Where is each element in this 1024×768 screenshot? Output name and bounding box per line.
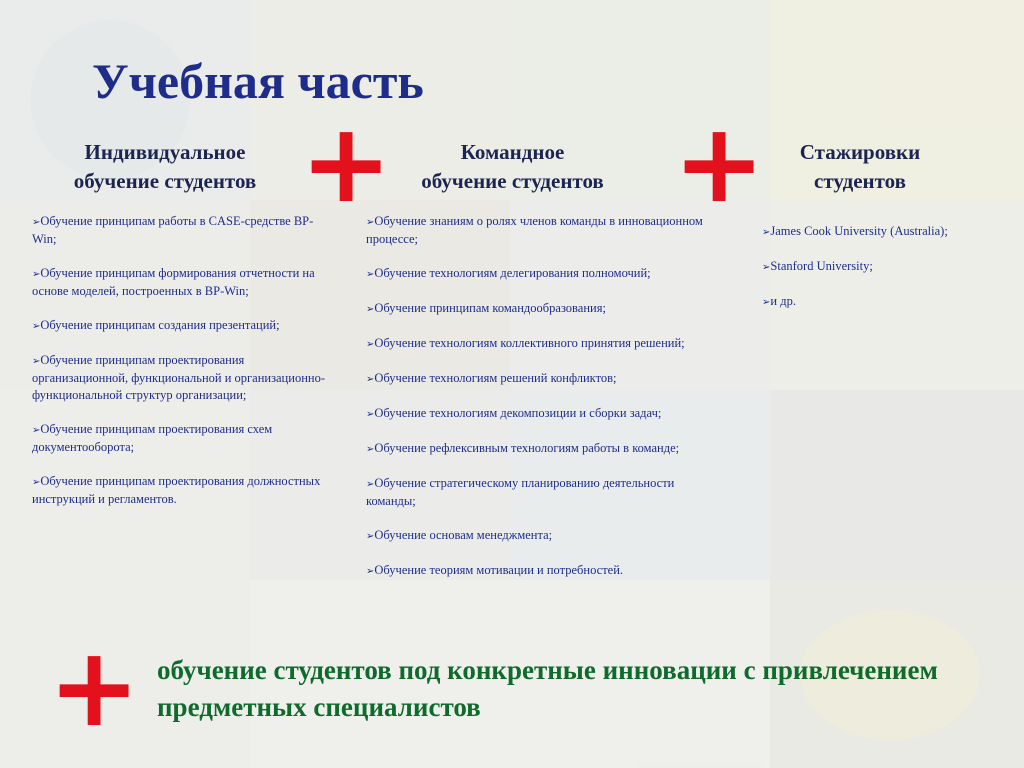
- list-item: ➢ и др.: [762, 293, 1002, 311]
- column-heading-individual: [40, 138, 290, 196]
- plus-icon: +: [48, 623, 141, 751]
- list-item: ➢ Обучение технологиям делегирования полномочий;: [366, 265, 711, 283]
- heading-line: Командное: [460, 140, 565, 164]
- list-item: ➢ Обучение технологиям коллективного принятия решений;: [366, 335, 711, 353]
- list-item: ➢ Обучение теориям мотивации и потребностей.: [366, 562, 711, 580]
- heading-line: Индивидуальное: [84, 140, 246, 164]
- plus-icon: +: [673, 99, 766, 227]
- bottom-statement: обучение студентов под конкретные инновации с привлечением предметных специалистов: [157, 655, 938, 722]
- list-item: ➢ James Cook University (Australia);: [762, 223, 1002, 241]
- column-heading-team: [385, 138, 640, 196]
- list-item: ➢ Обучение принципам проектирования схем документооборота;: [32, 421, 337, 456]
- list-item: ➢ Обучение технологиям решений конфликтов;: [366, 370, 711, 388]
- team-training-list: [366, 213, 711, 597]
- heading-line: Стажировки: [799, 140, 921, 164]
- list-item: ➢ Обучение рефлексивным технологиям работы в команде;: [366, 440, 711, 458]
- list-item: ➢ Обучение принципам проектирования должностных инструкций и регламентов.: [32, 473, 337, 508]
- column-heading-internships: [765, 138, 955, 196]
- individual-training-list: [32, 213, 337, 525]
- heading-line: студентов: [814, 169, 906, 193]
- list-item: ➢ Обучение принципам работы в CASE-средстве BP-Win;: [32, 213, 337, 248]
- heading-line: обучение студентов: [421, 169, 604, 193]
- list-item: ➢ Обучение принципам формирования отчетности на основе моделей, построенных в BP-Win;: [32, 265, 337, 300]
- heading-line: обучение студентов: [73, 169, 257, 193]
- plus-icon: +: [300, 99, 393, 227]
- list-item: ➢ Обучение принципам проектирования организационной, функциональной и организационно-функциональной структур организации;: [32, 352, 337, 404]
- list-item: ➢ Обучение знаниям о ролях членов команды в инновационном процессе;: [366, 213, 711, 248]
- list-item: ➢ Обучение основам менеджмента;: [366, 527, 711, 545]
- slide-title: Учебная часть: [92, 53, 424, 109]
- list-item: ➢ Обучение технологиям декомпозиции и сборки задач;: [366, 405, 711, 423]
- internships-list: [762, 223, 1002, 328]
- list-item: ➢ Обучение принципам командообразования;: [366, 300, 711, 318]
- list-item: ➢ Обучение стратегическому планированию деятельности команды;: [366, 475, 711, 510]
- list-item: ➢ Stanford University;: [762, 258, 1002, 276]
- list-item: ➢ Обучение принципам создания презентаций;: [32, 317, 337, 335]
